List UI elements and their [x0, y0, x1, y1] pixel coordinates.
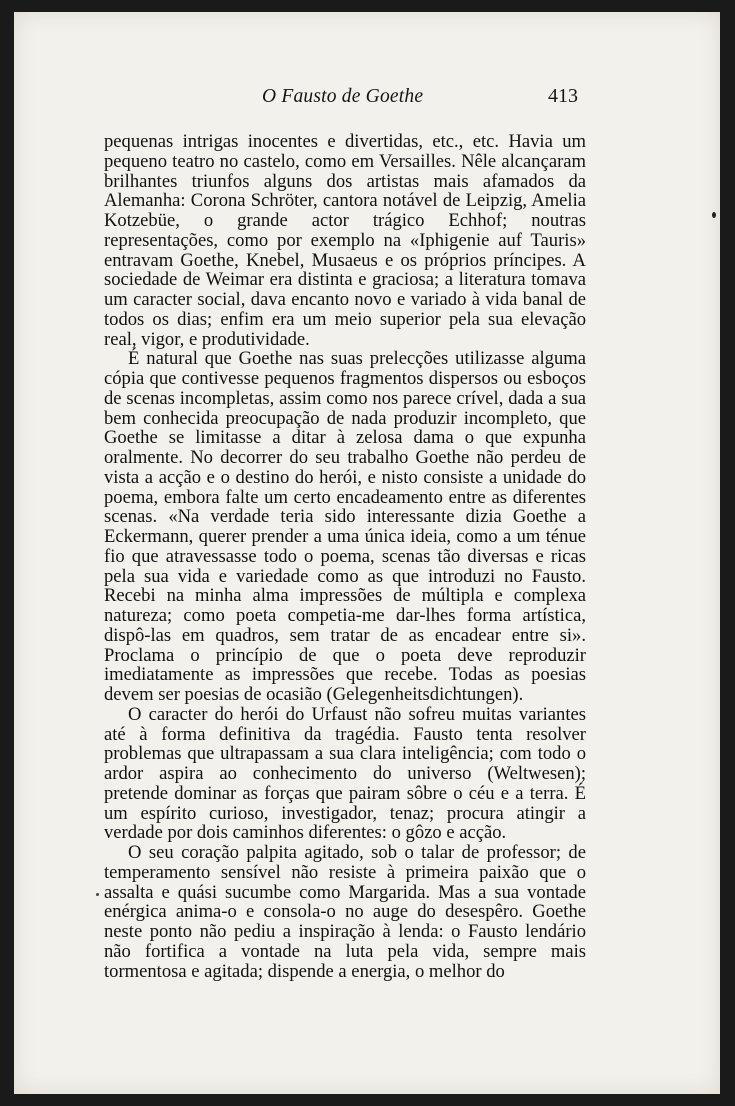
paragraph-1: pequenas intrigas inocentes e divertidas, etc., etc. Havia um pequeno teatro no castelo, como em Versailles. Nêle alcançaram brilhantes triunfos alguns dos artistas mais afamados da Alemanha: Corona Schröter, cantora notável de Leipzig, Amelia Kotzebüe, o grande actor trágico Echhof; noutras representações, como por exemplo na «Iphigenie auf Tauris» entravam Goethe, Knebel, Musaeus e os próprios príncipes. A sociedade de Weimar era distinta e graciosa; a literatura tomava um caracter social, dava encanto novo e variado à vida banal de todos os dias; enfim era um meio superior pela sua elevação real, vigor, e produtividade.	[104, 131, 586, 350]
paragraph-2: É natural que Goethe nas suas prelecções utilizasse alguma cópia que contivesse pequenos fragmentos dispersos ou esboços de scenas incompletas, assim como nos parece crível, dada a sua bem conhecida preocupação de nada produzir incompleto, que Goethe se limitasse a ditar à zelosa dama o que expunha oralmente. No decorrer do seu trabalho Goethe não perdeu de vista a acção e o destino do herói, e nisto consiste a unidade do poema, embora falte um certo encadeamento entre as diferentes scenas. «Na verdade teria sido interessante dizia Goethe a Eckermann, querer prender a uma única ideia, como a um ténue fio que atravessasse todo o poema, scenas tão diversas e ricas pela sua vida e variedade como as que introduzi no Fausto. Recebi na minha alma impressões de múltipla e complexa natureza; como poeta competia-me dar-lhes forma artística, dispô-las em quadros, sem tratar de as encadear entre si». Proclama o princípio de que o poeta deve reproduzir imediatamente as impressões que recebe. Todas as poesias devem ser poesias de ocasião (Gelegenheitsdichtungen).	[104, 348, 586, 705]
paragraph-4: O seu coração palpita agitado, sob o talar de professor; de temperamento sensível não resiste à primeira paixão que o assalta e quási sucumbe como Margarida. Mas a sua vontade enérgica anima-o e consola-o no auge do desespêro. Goethe neste ponto não pediu a inspiração à lenda: o Fausto lendário não fortifica a vontade na luta pela vida, sempre mais tormentosa e agitada; dispende a energia, o melhor do	[104, 842, 586, 982]
ink-speck	[712, 212, 716, 218]
page-header	[14, 86, 720, 116]
page-number: 413	[548, 85, 578, 107]
body-text	[104, 132, 586, 981]
ink-speck-small	[96, 893, 99, 896]
paragraph-3: O caracter do herói do Urfaust não sofreu muitas variantes até à forma definitiva da tragédia. Fausto tenta resolver problemas que ultrapassam a sua clara inteligência; com todo o ardor aspira ao conhecimento do universo (Weltwesen); pretende dominar as forças que pairam sôbre o céu e a terra. É um espírito curioso, investigador, tenaz; procura atingir a verdade por dois caminhos diferentes: o gôzo e acção.	[104, 703, 586, 844]
book-page	[14, 12, 720, 1094]
running-title: O Fausto de Goethe	[262, 86, 424, 107]
